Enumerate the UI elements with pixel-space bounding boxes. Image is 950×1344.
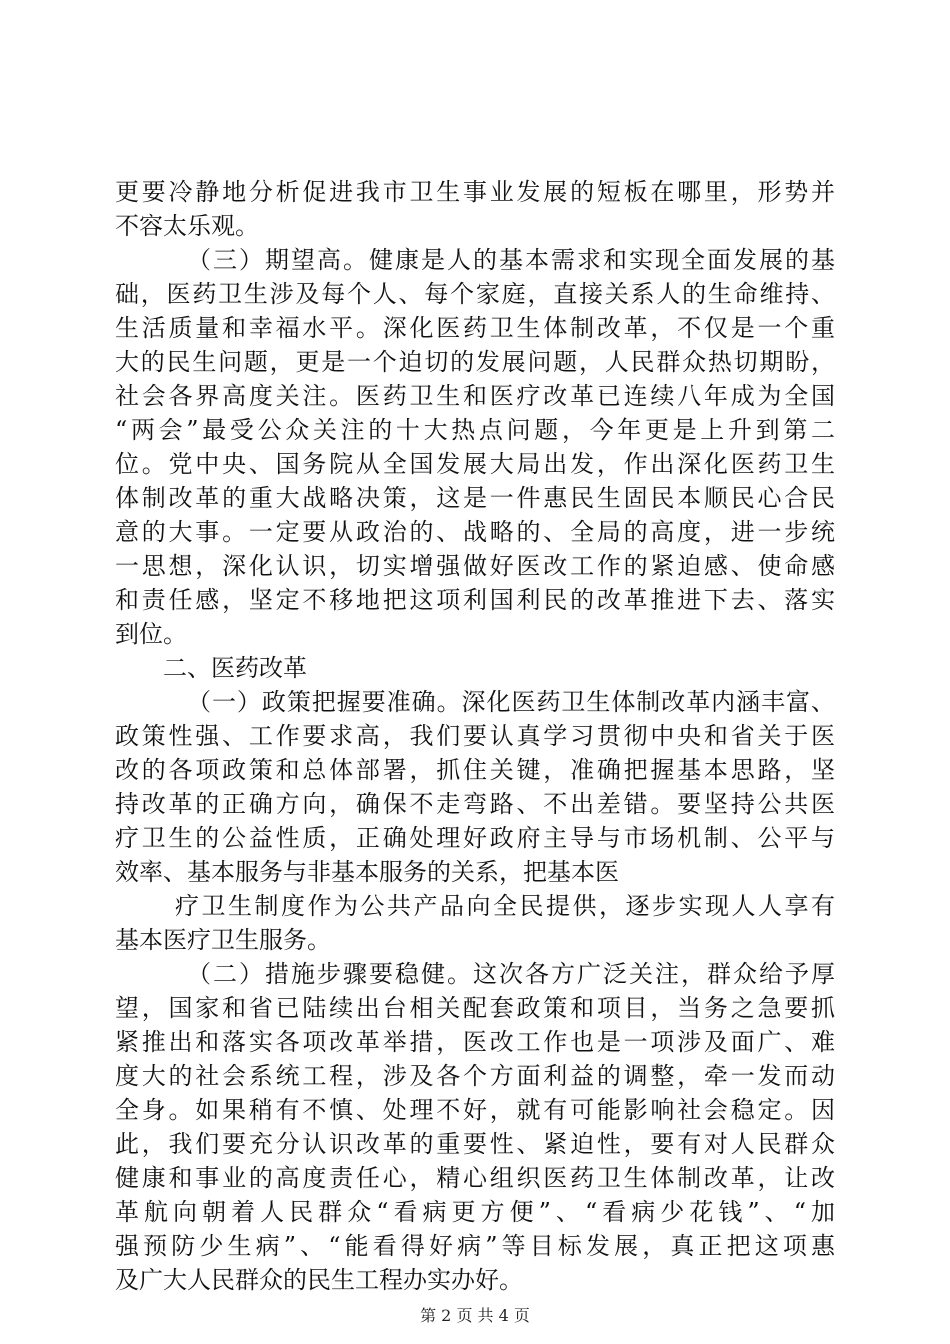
paragraph-heading-line: （一）政策把握要准确。深化医药卫生体制改革内涵丰富、 <box>187 688 835 716</box>
text-line: 社会各界高度关注。医药卫生和医疗改革已连续八年成为全国 <box>115 382 835 410</box>
text-line: 政策性强、工作要求高，我们要认真学习贯彻中央和省关于医 <box>115 722 835 750</box>
text-line: 持改革的正确方向，确保不走弯路、不出差错。要坚持公共医 <box>115 790 835 818</box>
text-line: 改的各项政策和总体部署，抓住关键，准确把握基本思路，坚 <box>115 756 835 784</box>
section-heading: 二、医药改革 <box>163 654 307 682</box>
text-line: 全身。如果稍有不慎、处理不好，就有可能影响社会稳定。因 <box>115 1096 835 1124</box>
text-line: 望，国家和省已陆续出台相关配套政策和项目，当务之急要抓 <box>115 994 835 1022</box>
text-line: 健康和事业的高度责任心，精心组织医药卫生体制改革，让改 <box>115 1164 835 1192</box>
text-line: 大的民生问题，更是一个迫切的发展问题，人民群众热切期盼， <box>115 348 835 376</box>
text-line: 体制改革的重大战略决策，这是一件惠民生固民本顺民心合民 <box>115 484 835 512</box>
text-line: 位。党中央、国务院从全国发展大局出发，作出深化医药卫生 <box>115 450 835 478</box>
text-line: 和责任感，坚定不移地把这项利国利民的改革推进下去、落实 <box>115 586 835 614</box>
text-line: 度大的社会系统工程，涉及各个方面利益的调整，牵一发而动 <box>115 1062 835 1090</box>
text-line: 础，医药卫生涉及每个人、每个家庭，直接关系人的生命维持、 <box>115 280 835 308</box>
text-line: 效率、基本服务与非基本服务的关系，把基本医 <box>115 858 619 886</box>
text-line: 意的大事。一定要从政治的、战略的、全局的高度，进一步统 <box>115 518 835 546</box>
page-number-footer: 第 2 页 共 4 页 <box>420 1306 530 1325</box>
text-line: 强预防少生病”、“能看得好病”等目标发展，真正把这项惠 <box>115 1232 835 1260</box>
text-line: 紧推出和落实各项改革举措，医改工作也是一项涉及面广、难 <box>115 1028 835 1056</box>
text-line: 基本医疗卫生服务。 <box>115 926 331 954</box>
text-line: 此，我们要充分认识改革的重要性、紧迫性，要有对人民群众 <box>115 1130 835 1158</box>
text-line: 疗卫生制度作为公共产品向全民提供，逐步实现人人享有 <box>175 892 835 920</box>
paragraph-heading-line: （二）措施步骤要稳健。这次各方广泛关注，群众给予厚 <box>187 960 835 988</box>
text-line: 及广大人民群众的民生工程办实办好。 <box>115 1266 523 1294</box>
text-line: 不容太乐观。 <box>115 212 259 240</box>
text-line: 一思想，深化认识，切实增强做好医改工作的紧迫感、使命感 <box>115 552 835 580</box>
text-line: 更要冷静地分析促进我市卫生事业发展的短板在哪里，形势并 <box>115 178 835 206</box>
text-line: 疗卫生的公益性质，正确处理好政府主导与市场机制、公平与 <box>115 824 835 852</box>
text-line: 到位。 <box>115 620 187 648</box>
text-line: “两会”最受公众关注的十大热点问题，今年更是上升到第二 <box>115 416 835 444</box>
paragraph-heading-line: （三）期望高。健康是人的基本需求和实现全面发展的基 <box>187 246 835 274</box>
text-line: 革航向朝着人民群众“看病更方便”、“看病少花钱”、“加 <box>115 1198 835 1226</box>
text-line: 生活质量和幸福水平。深化医药卫生体制改革，不仅是一个重 <box>115 314 835 342</box>
